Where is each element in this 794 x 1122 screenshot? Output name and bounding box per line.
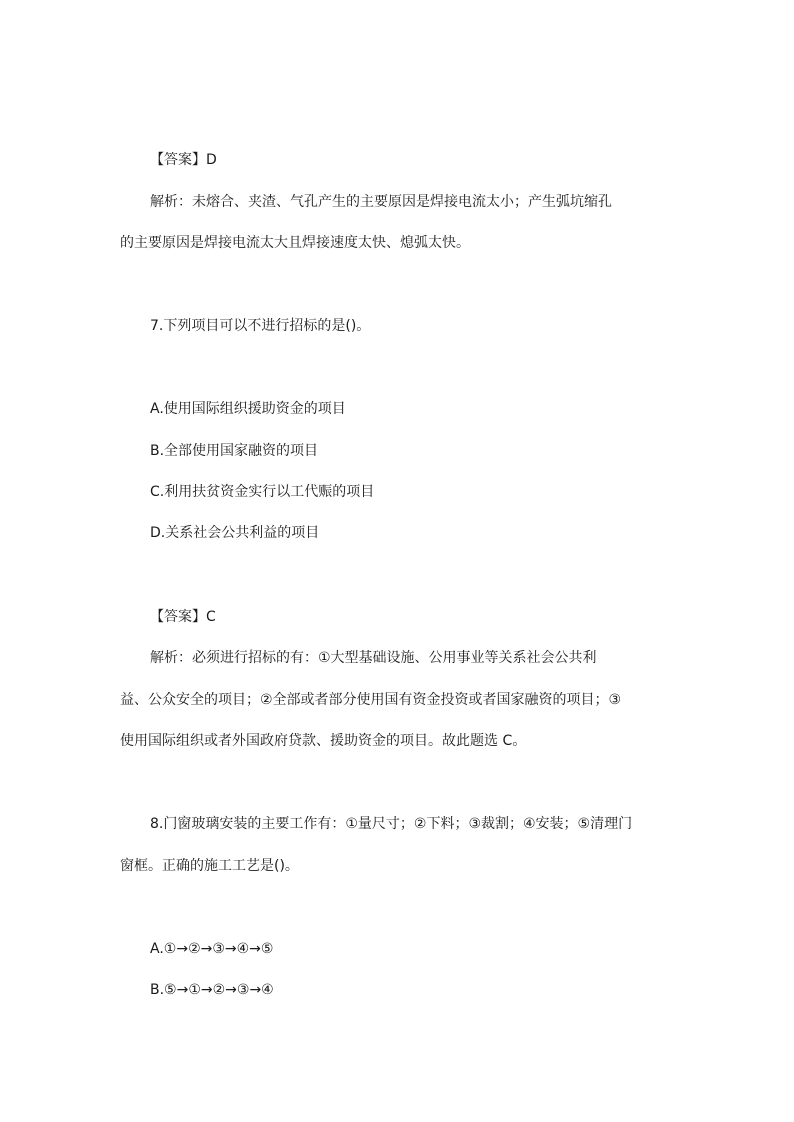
explanation-text: 解析：未熔合、夹渣、气孔产生的主要原因是焊接电流太小；产生弧坑缩孔: [150, 194, 612, 210]
explanation-text: 解析：必须进行招标的有：①大型基础设施、公用事业等关系社会公共利: [150, 650, 597, 666]
option-a: A.①→②→③→④→⑤: [150, 941, 274, 957]
explanation-text: 的主要原因是焊接电流太大且焊接速度太快、熄弧太快。: [120, 235, 470, 251]
option-b: B.全部使用国家融资的项目: [150, 443, 319, 459]
option-d: D.关系社会公共利益的项目: [150, 525, 320, 541]
explanation-text: 使用国际组织或者外国政府贷款、援助资金的项目。故此题选 C。: [120, 733, 527, 749]
option-c: C.利用扶贫资金实行以工代赈的项目: [150, 484, 375, 500]
option-a: A.使用国际组织援助资金的项目: [150, 401, 346, 417]
question-stem: 7.下列项目可以不进行招标的是()。: [150, 318, 371, 334]
option-b: B.⑤→①→②→③→④: [150, 982, 274, 998]
answer-label: 【答案】C: [150, 609, 216, 625]
answer-label: 【答案】D: [150, 152, 217, 168]
question-stem: 8.门窗玻璃安装的主要工作有：①量尺寸；②下料；③裁割；④安装；⑤清理门: [150, 816, 633, 832]
explanation-text: 益、公众安全的项目；②全部或者部分使用国有资金投资或者国家融资的项目；③: [120, 692, 622, 708]
question-stem: 窗框。正确的施工工艺是()。: [120, 858, 299, 874]
